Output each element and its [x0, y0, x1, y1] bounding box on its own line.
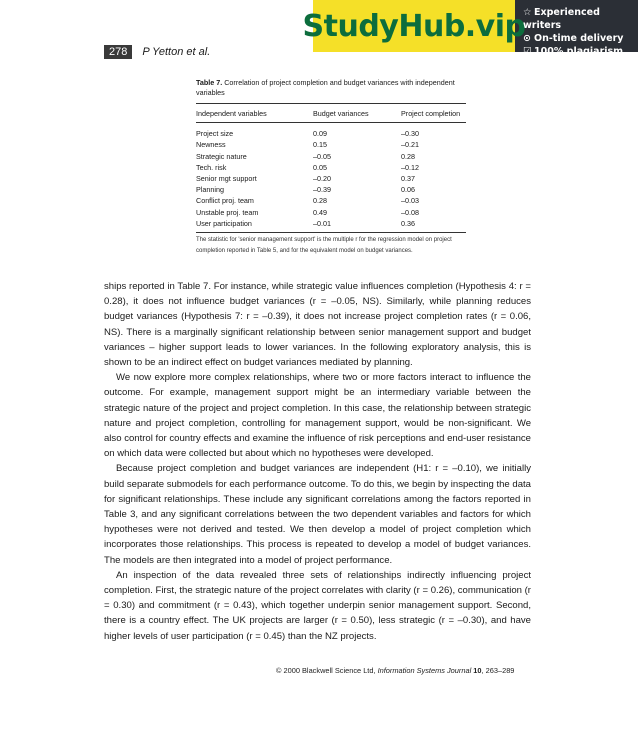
star-icon: ☆ — [523, 7, 532, 18]
row-label: Strategic nature — [196, 151, 247, 161]
body-text — [104, 279, 531, 644]
table-header-row — [196, 104, 466, 123]
feature-text: Experienced writers — [523, 7, 600, 31]
table-row — [196, 207, 466, 218]
cell-value: 0.37 — [401, 174, 415, 184]
table-row — [196, 218, 466, 233]
paragraph: An inspection of the data revealed three sets of relationships indirectly influencing project completion. First, the strategic nature of the project correlates with clarity (r = 0.26), communication (r = 0.30) and commitment (r = 0.43), which together underpin senior management support. Second, there is a country effect. The UK projects are larger (r = 0.50), less strategic (r = –0.30), and have higher levels of user participation (r = 0.45) than the NZ projects. — [104, 569, 531, 642]
row-label: Planning — [196, 185, 224, 195]
correlation-table — [196, 104, 466, 233]
cell-value: –0.03 — [401, 196, 419, 206]
caption-text: Correlation of project completion and budget variances with independent variables — [196, 78, 455, 97]
cell-value: –0.01 — [313, 218, 331, 228]
running-authors: P Yetton et al. — [142, 46, 211, 58]
table-caption — [196, 78, 466, 98]
ad-banner[interactable] — [302, 0, 638, 70]
cell-value: 0.06 — [401, 185, 415, 195]
page-number: 278 — [104, 45, 132, 59]
table-note: The statistic for 'senior management support' is the multiple r for the regression model on project completion reported in Table 5, and for the equivalent model on budget variances. — [196, 237, 452, 255]
page-footer — [276, 666, 514, 675]
column-header: Budget variances — [313, 109, 369, 118]
cell-value: 0.15 — [313, 140, 327, 150]
row-label: Unstable proj. team — [196, 207, 259, 217]
cell-value: –0.30 — [401, 129, 419, 139]
footer-copyright: © 2000 Blackwell Science Ltd, — [276, 666, 378, 675]
row-label: Tech. risk — [196, 162, 227, 172]
caption-label: Table 7. — [196, 78, 223, 87]
feature-list — [523, 6, 638, 71]
cell-value: –0.08 — [401, 207, 419, 217]
feature-item — [523, 32, 638, 45]
cell-value: 0.09 — [313, 129, 327, 139]
feature-item — [523, 45, 638, 71]
table-row — [196, 162, 466, 173]
table-row — [196, 123, 466, 140]
row-label: Senior mgt support — [196, 174, 257, 184]
brand-logo[interactable] — [302, 0, 526, 52]
column-header: Independent variables — [196, 109, 267, 118]
cell-value: 0.28 — [313, 196, 327, 206]
cell-value: 0.28 — [401, 151, 415, 161]
footer-pages: , 263–289 — [481, 666, 515, 675]
table-7 — [196, 78, 466, 257]
footer-journal: Information Systems Journal — [377, 666, 472, 675]
feature-text: On-time delivery — [534, 33, 624, 44]
cell-value: –0.05 — [313, 151, 331, 161]
cell-value: –0.12 — [401, 162, 419, 172]
cell-value: –0.20 — [313, 174, 331, 184]
clock-icon: ⊙ — [523, 33, 531, 44]
paragraph: We now explore more complex relationships, where two or more factors interact to influence the outcome. For example, management support might be an intermediary variable between the strategic nature of the project and project completion. In this case, the relationship between strategic nature and project completion, controlling for management support, would be non-significant. We also control for country effects and examine the influence of risk perceptions and end-user resistance on which data were collected but about which no hypotheses were developed. — [104, 372, 531, 460]
table-row — [196, 184, 466, 195]
cell-value: –0.39 — [313, 185, 331, 195]
cell-value: –0.21 — [401, 140, 419, 150]
cell-value: 0.49 — [313, 207, 327, 217]
table-row — [196, 173, 466, 184]
brand-name: StudyHub.vip — [302, 8, 526, 44]
running-header — [104, 44, 314, 60]
column-header: Project completion — [401, 109, 461, 118]
row-label: Project size — [196, 129, 234, 139]
table-row — [196, 195, 466, 206]
table-row — [196, 151, 466, 162]
row-label: Conflict proj. team — [196, 196, 254, 206]
footer-volume: 10 — [473, 666, 482, 675]
row-label: Newness — [196, 140, 226, 150]
paragraph: Because project completion and budget variances are independent (H1: r = –0.10), we initially build separate submodels for each performance outcome. To do this, we begin by inspecting the data for significant relationships. These include any significant correlations among the factors reported in Table 3, and any significant correlations between the two dependent variables and factors for which hypotheses were not derived and tested. We then develop a model of project completion which incorporates those relationships. This process is repeated to develop a model of budget variances. The models are then integrated into a model of project performance. — [104, 463, 531, 566]
cell-value: 0.36 — [401, 218, 415, 228]
row-label: User participation — [196, 218, 252, 228]
cell-value: 0.05 — [313, 162, 327, 172]
feature-text: 100% plagiarism free — [523, 46, 624, 70]
table-row — [196, 139, 466, 150]
paragraph: ships reported in Table 7. For instance, while strategic value influences completion (Hypothesis 4: r = 0.28), it does not influence budget variances (r = –0.05, NS). Similarly, while planning reduces budget variances (Hypothesis 7: r = –0.39), it does not increase project completion rates (r = 0.06, NS). There is a marginally significant relationship between senior management support and budget variances – higher support leads to lower variances. In the following exploratory analysis, this is shown to be an indirect effect on budget variances mediated by planning. — [104, 281, 531, 369]
check-icon: ☑ — [523, 46, 532, 57]
feature-item — [523, 6, 638, 32]
